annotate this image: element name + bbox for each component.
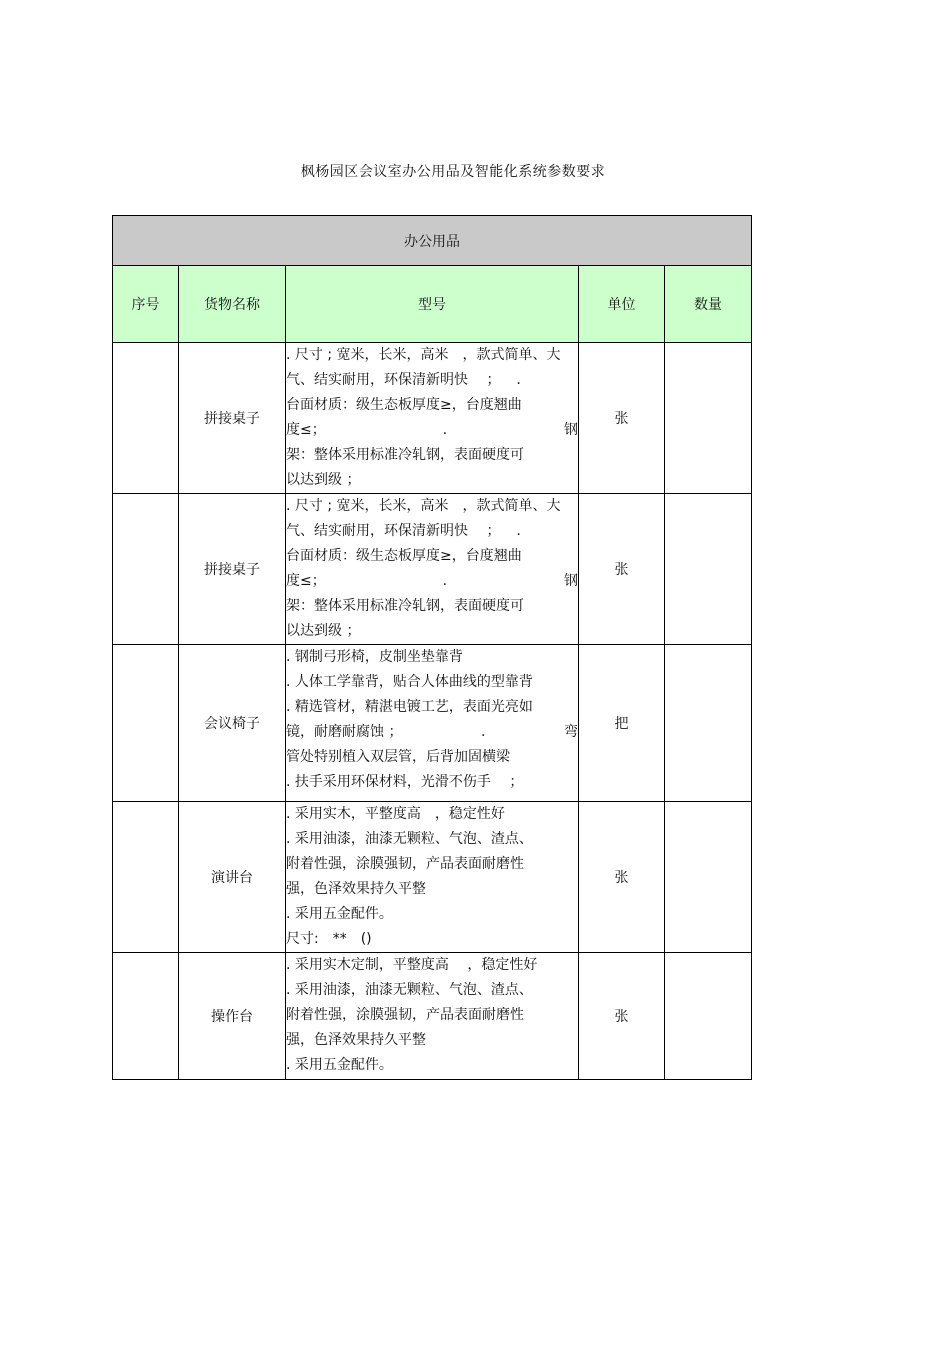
cell-model xyxy=(286,802,579,953)
cell-qty xyxy=(665,802,752,953)
section-row xyxy=(113,216,752,266)
header-name: 货物名称 xyxy=(179,266,286,343)
table-row xyxy=(113,802,752,953)
table-row xyxy=(113,494,752,645)
model-line-part: . xyxy=(442,422,448,438)
table-row xyxy=(113,645,752,802)
cell-name: 拼接桌子 xyxy=(179,494,286,645)
cell-seq xyxy=(113,802,179,953)
model-line: 尺寸: ** () xyxy=(286,931,372,947)
model-line-part: . xyxy=(481,724,486,740)
model-line: . 采用实木，平整度高 ，稳定性好 xyxy=(286,806,505,822)
cell-name: 演讲台 xyxy=(179,802,286,953)
document-title: 枫杨园区会议室办公用品及智能化系统参数要求 xyxy=(300,164,606,180)
header-qty: 数量 xyxy=(665,266,752,343)
model-line: . 采用实木定制，平整度高 ，稳定性好 xyxy=(286,957,538,973)
cell-qty xyxy=(665,953,752,1080)
cell-model xyxy=(286,494,579,645)
cell-name: 拼接桌子 xyxy=(179,343,286,494)
model-line: . 采用油漆，油漆无颗粒、气泡、渣点、 xyxy=(286,831,533,847)
cell-seq xyxy=(113,494,179,645)
header-row xyxy=(113,266,752,343)
cell-qty xyxy=(665,645,752,802)
cell-unit: 张 xyxy=(579,343,665,494)
cell-model xyxy=(286,645,579,802)
model-line: 台面材质：级生态板厚度≥，台度翘曲 xyxy=(286,548,522,564)
cell-name: 会议椅子 xyxy=(179,645,286,802)
office-supplies-table xyxy=(112,215,752,1080)
header-model: 型号 xyxy=(286,266,579,343)
model-line xyxy=(286,569,578,594)
model-line-part: 度≤； xyxy=(286,422,326,438)
model-line: 强，色泽效果持久平整 xyxy=(286,881,426,897)
table-row xyxy=(113,953,752,1080)
header-seq: 序号 xyxy=(113,266,179,343)
section-label: 办公用品 xyxy=(113,216,752,266)
model-line: . 钢制弓形椅，皮制坐垫靠背 xyxy=(286,649,463,665)
model-line: . 精选管材，精湛电镀工艺，表面光亮如 xyxy=(286,699,533,715)
model-line: . 采用油漆，油漆无颗粒、气泡、渣点、 xyxy=(286,982,533,998)
cell-unit: 张 xyxy=(579,953,665,1080)
model-line: . 尺寸 ; 宽米，长米，高米 ，款式简单、大 xyxy=(286,347,561,363)
cell-qty xyxy=(665,494,752,645)
model-line-part: . xyxy=(442,573,448,589)
model-line: 强，色泽效果持久平整 xyxy=(286,1032,426,1048)
cell-model xyxy=(286,953,579,1080)
model-line: . 人体工学靠背，贴合人体曲线的型靠背 xyxy=(286,674,533,690)
model-line: . 采用五金配件。 xyxy=(286,906,393,922)
model-line: 台面材质：级生态板厚度≥，台度翘曲 xyxy=(286,397,522,413)
model-line: 气、结实耐用，环保清新明快 ； . xyxy=(286,372,521,388)
cell-seq xyxy=(113,645,179,802)
model-line xyxy=(286,418,578,443)
model-line-part: 钢 xyxy=(564,422,578,438)
cell-seq xyxy=(113,953,179,1080)
model-line: 架：整体采用标准冷轧钢，表面硬度可 xyxy=(286,447,524,463)
table-row xyxy=(113,343,752,494)
cell-unit: 张 xyxy=(579,494,665,645)
model-line: 以达到级 ； xyxy=(286,623,361,639)
cell-model xyxy=(286,343,579,494)
model-line-part: 钢 xyxy=(564,573,578,589)
model-line xyxy=(286,720,578,745)
cell-qty xyxy=(665,343,752,494)
model-line: . 采用五金配件。 xyxy=(286,1057,393,1073)
model-line: . 尺寸 ; 宽米，长米，高米 ，款式简单、大 xyxy=(286,498,561,514)
cell-unit: 张 xyxy=(579,802,665,953)
model-line: 附着性强，涂膜强韧，产品表面耐磨性 xyxy=(286,1007,524,1023)
cell-seq xyxy=(113,343,179,494)
model-line: 附着性强，涂膜强韧，产品表面耐磨性 xyxy=(286,856,524,872)
cell-name: 操作台 xyxy=(179,953,286,1080)
model-line: 气、结实耐用，环保清新明快 ； . xyxy=(286,523,521,539)
model-line-part: 镜，耐磨耐腐蚀 ； xyxy=(286,724,403,740)
cell-unit: 把 xyxy=(579,645,665,802)
model-line: . 扶手采用环保材料，光滑不伤手 ； xyxy=(286,774,524,790)
model-line-part: 弯 xyxy=(564,724,578,740)
model-line: 以达到级 ； xyxy=(286,472,361,488)
model-line: 架：整体采用标准冷轧钢，表面硬度可 xyxy=(286,598,524,614)
header-unit: 单位 xyxy=(579,266,665,343)
model-line: 管处特别植入双层管，后背加固横梁 xyxy=(286,749,510,765)
model-line-part: 度≤； xyxy=(286,573,326,589)
